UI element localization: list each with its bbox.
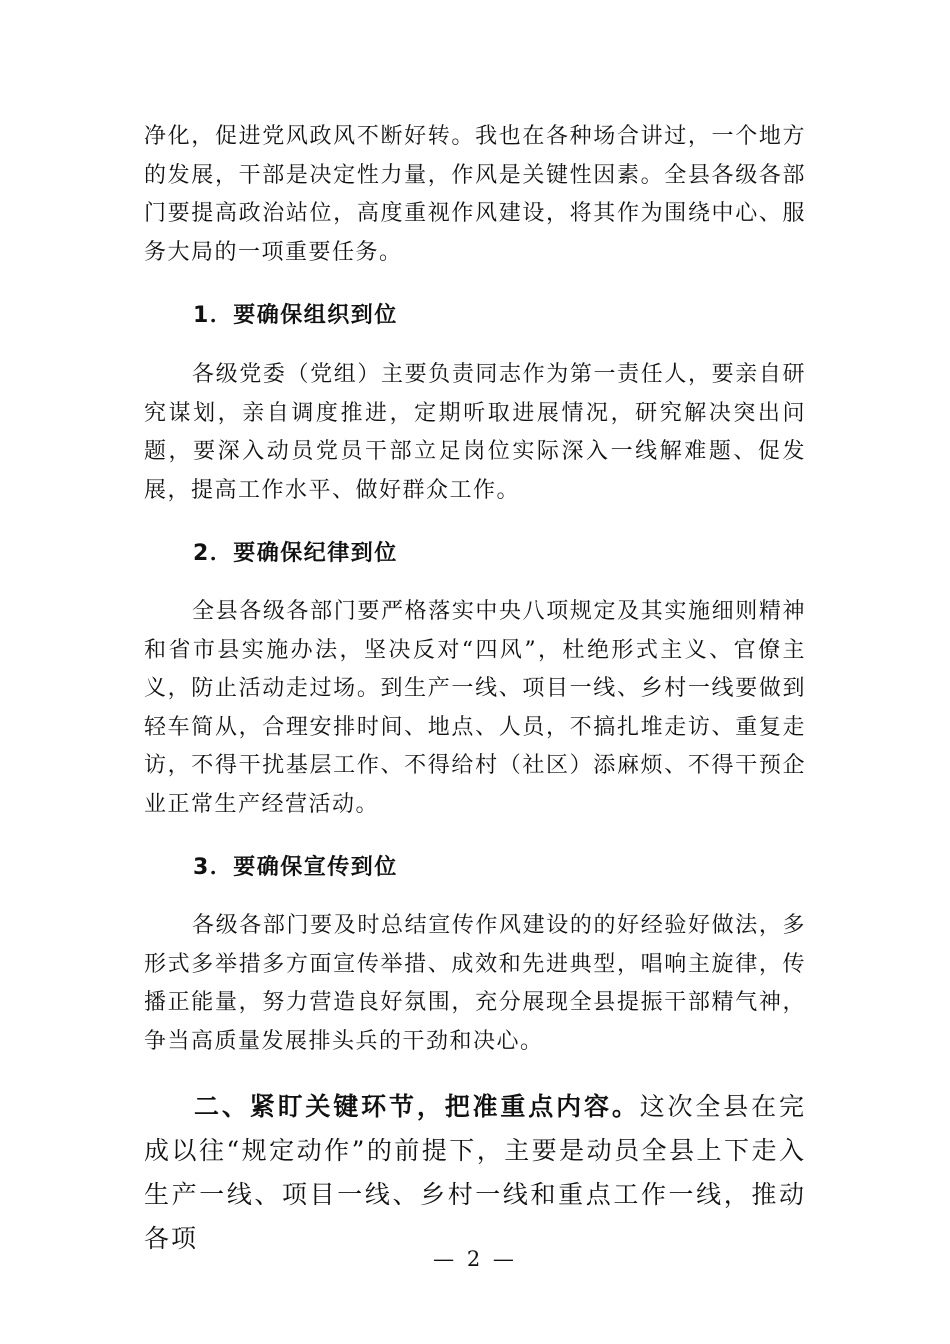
section-heading-1: 1．要确保组织到位 [193, 303, 398, 328]
section-body-1: 各级党委（党组）主要负责同志作为第一责任人，要亲自研究谋划，亲自调度推进，定期听取进展情况，研究解决突出问题，要深入动员党员干部立足岗位实际深入一线解难题、促发展，提高工作水平、做好群众工作。 [144, 362, 806, 503]
page-number: — 2 — [433, 1247, 517, 1271]
section-heading-3: 3．要确保宣传到位 [193, 855, 398, 880]
part-two-body: 这次全县在完成以往“规定动作”的前提下，主要是动员全县上下走入生产一线、项目一线、乡村一线和重点工作一线，推动各项 [144, 1092, 806, 1253]
part-two-paragraph [144, 1085, 806, 1261]
section-body-3: 各级各部门要及时总结宣传作风建设的的好经验好做法，多形式多举措多方面宣传举措、成效和先进典型，唱响主旋律，传播正能量，努力营造良好氛围，充分展现全县提振干部精气神，争当高质量发展排头兵的干劲和决心。 [144, 913, 806, 1054]
section-body-2: 全县各级各部门要严格落实中央八项规定及其实施细则精神和省市县实施办法，坚决反对“四风”，杜绝形式主义、官僚主义，防止活动走过场。到生产一线、项目一线、乡村一线要做到轻车简从，合理安排时间、地点、人员，不搞扎堆走访、重复走访，不得干扰基层工作、不得给村（社区）添麻烦、不得干预企业正常生产经营活动。 [144, 599, 806, 817]
part-two-lead: 二、紧盯关键环节，把准重点内容。 [194, 1092, 640, 1121]
section-heading-2: 2．要确保纪律到位 [193, 541, 398, 566]
intro-paragraph: 净化，促进党风政风不断好转。我也在各种场合讲过，一个地方的发展，干部是决定性力量，作风是关键性因素。全县各级各部门要提高政治站位，高度重视作风建设，将其作为围绕中心、服务大局的一项重要任务。 [144, 124, 806, 265]
